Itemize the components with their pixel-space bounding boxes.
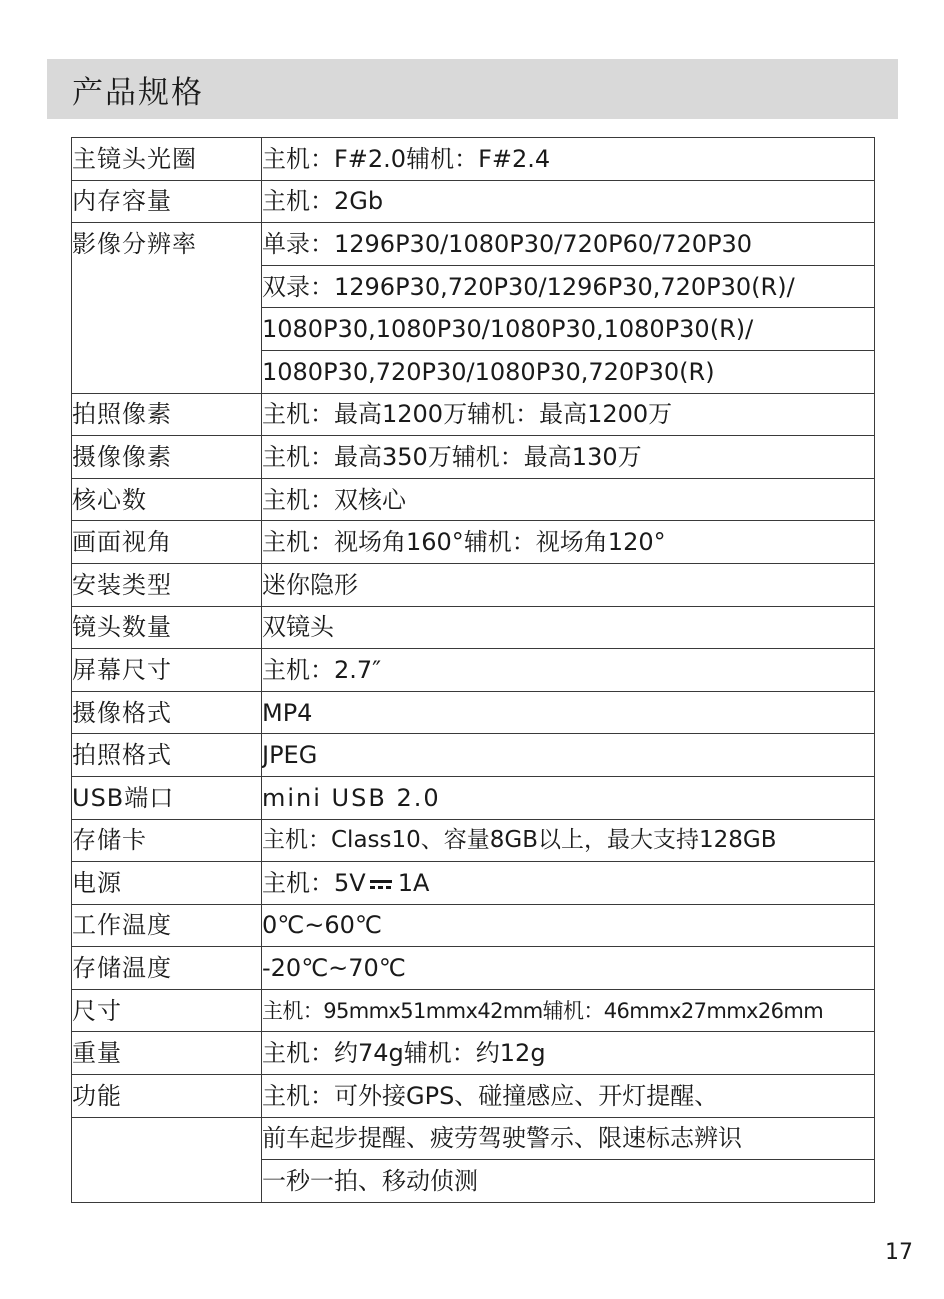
row-value: 0℃~60℃ [262, 904, 875, 947]
row-value: 主机：Class10、容量8GB以上，最大支持128GB [262, 819, 875, 862]
table-row [72, 1075, 875, 1118]
row-label: 存储温度 [72, 947, 262, 990]
row-label: 拍照像素 [72, 393, 262, 436]
page-number: 17 [885, 1240, 913, 1265]
row-value: 主机：2.7″ [262, 649, 875, 692]
row-value [262, 521, 875, 564]
table-row [72, 1117, 875, 1160]
row-value: 一秒一拍、移动侦测 [262, 1160, 875, 1203]
row-value [262, 862, 875, 905]
table-row [72, 776, 875, 819]
table-row [72, 989, 875, 1032]
table-row [72, 904, 875, 947]
table-row [72, 606, 875, 649]
row-label: 摄像像素 [72, 436, 262, 479]
row-value: 主机：2Gb [262, 180, 875, 223]
row-value: 单录：1296P30/1080P30/720P60/720P30 [262, 223, 875, 266]
table-row [72, 563, 875, 606]
row-value [262, 436, 875, 479]
row-value: 前车起步提醒、疲劳驾驶警示、限速标志辨识 [262, 1117, 875, 1160]
row-label: 主镜头光圈 [72, 138, 262, 181]
main-value: 主机：视场角160° [262, 528, 464, 557]
main-value: 主机：95mmx51mmx42mm [262, 998, 543, 1023]
spec-table [71, 137, 875, 1203]
row-label: 工作温度 [72, 904, 262, 947]
row-label: 拍照格式 [72, 734, 262, 777]
row-value: 双录：1296P30,720P30/1296P30,720P30(R)/ [262, 265, 875, 308]
table-row [72, 521, 875, 564]
row-label: 功能 [72, 1075, 262, 1118]
row-value: MP4 [262, 691, 875, 734]
table-row [72, 393, 875, 436]
row-value [262, 989, 875, 1032]
aux-value: 辅机：视场角120° [463, 528, 666, 557]
table-row [72, 138, 875, 181]
row-value: 主机：可外接GPS、碰撞感应、开灯提醒、 [262, 1075, 875, 1118]
aux-value: 辅机：约12g [403, 1039, 546, 1068]
row-value: JPEG [262, 734, 875, 777]
table-row [72, 819, 875, 862]
row-label: 屏幕尺寸 [72, 649, 262, 692]
table-row [72, 1032, 875, 1075]
row-label: 影像分辨率 [72, 223, 262, 393]
row-value [262, 393, 875, 436]
aux-value: 辅机：46mmx27mmx26mm [542, 998, 824, 1023]
main-value-prefix: 主机：5V [262, 868, 366, 897]
table-row [72, 436, 875, 479]
row-label-empty [72, 1117, 262, 1202]
row-label: 摄像格式 [72, 691, 262, 734]
row-label: 尺寸 [72, 989, 262, 1032]
main-value: 主机：最高1200万 [262, 400, 468, 429]
row-value: 1080P30,1080P30/1080P30,1080P30(R)/ [262, 308, 875, 351]
row-label: USB端口 [72, 776, 262, 819]
table-row [72, 862, 875, 905]
page-title: 产品规格 [72, 74, 204, 111]
aux-value: 辅机：F#2.4 [406, 144, 551, 173]
table-row [72, 947, 875, 990]
table-row [72, 478, 875, 521]
row-label: 画面视角 [72, 521, 262, 564]
table-row [72, 691, 875, 734]
table-row [72, 180, 875, 223]
row-value: 双镜头 [262, 606, 875, 649]
row-value [262, 138, 875, 181]
main-value-suffix: 1A [397, 868, 430, 897]
row-value: 迷你隐形 [262, 563, 875, 606]
row-value: mini USB 2.0 [262, 776, 875, 819]
table-row [72, 223, 875, 266]
row-label: 电源 [72, 862, 262, 905]
main-value: 主机：最高350万 [262, 442, 452, 471]
row-label: 镜头数量 [72, 606, 262, 649]
row-value: 1080P30,720P30/1080P30,720P30(R) [262, 350, 875, 393]
main-value: 主机：约74g [262, 1039, 404, 1068]
row-value: 主机：双核心 [262, 478, 875, 521]
main-value: 主机：F#2.0 [262, 144, 407, 173]
table-row [72, 734, 875, 777]
row-label: 内存容量 [72, 180, 262, 223]
section-header [47, 59, 898, 119]
row-label: 存储卡 [72, 819, 262, 862]
row-value [262, 1032, 875, 1075]
row-label: 核心数 [72, 478, 262, 521]
row-value: -20℃~70℃ [262, 947, 875, 990]
row-label: 安装类型 [72, 563, 262, 606]
table-row [72, 649, 875, 692]
row-label: 重量 [72, 1032, 262, 1075]
aux-value: 辅机：最高130万 [451, 442, 642, 471]
aux-value: 辅机：最高1200万 [467, 400, 673, 429]
dc-symbol-icon [370, 878, 392, 890]
